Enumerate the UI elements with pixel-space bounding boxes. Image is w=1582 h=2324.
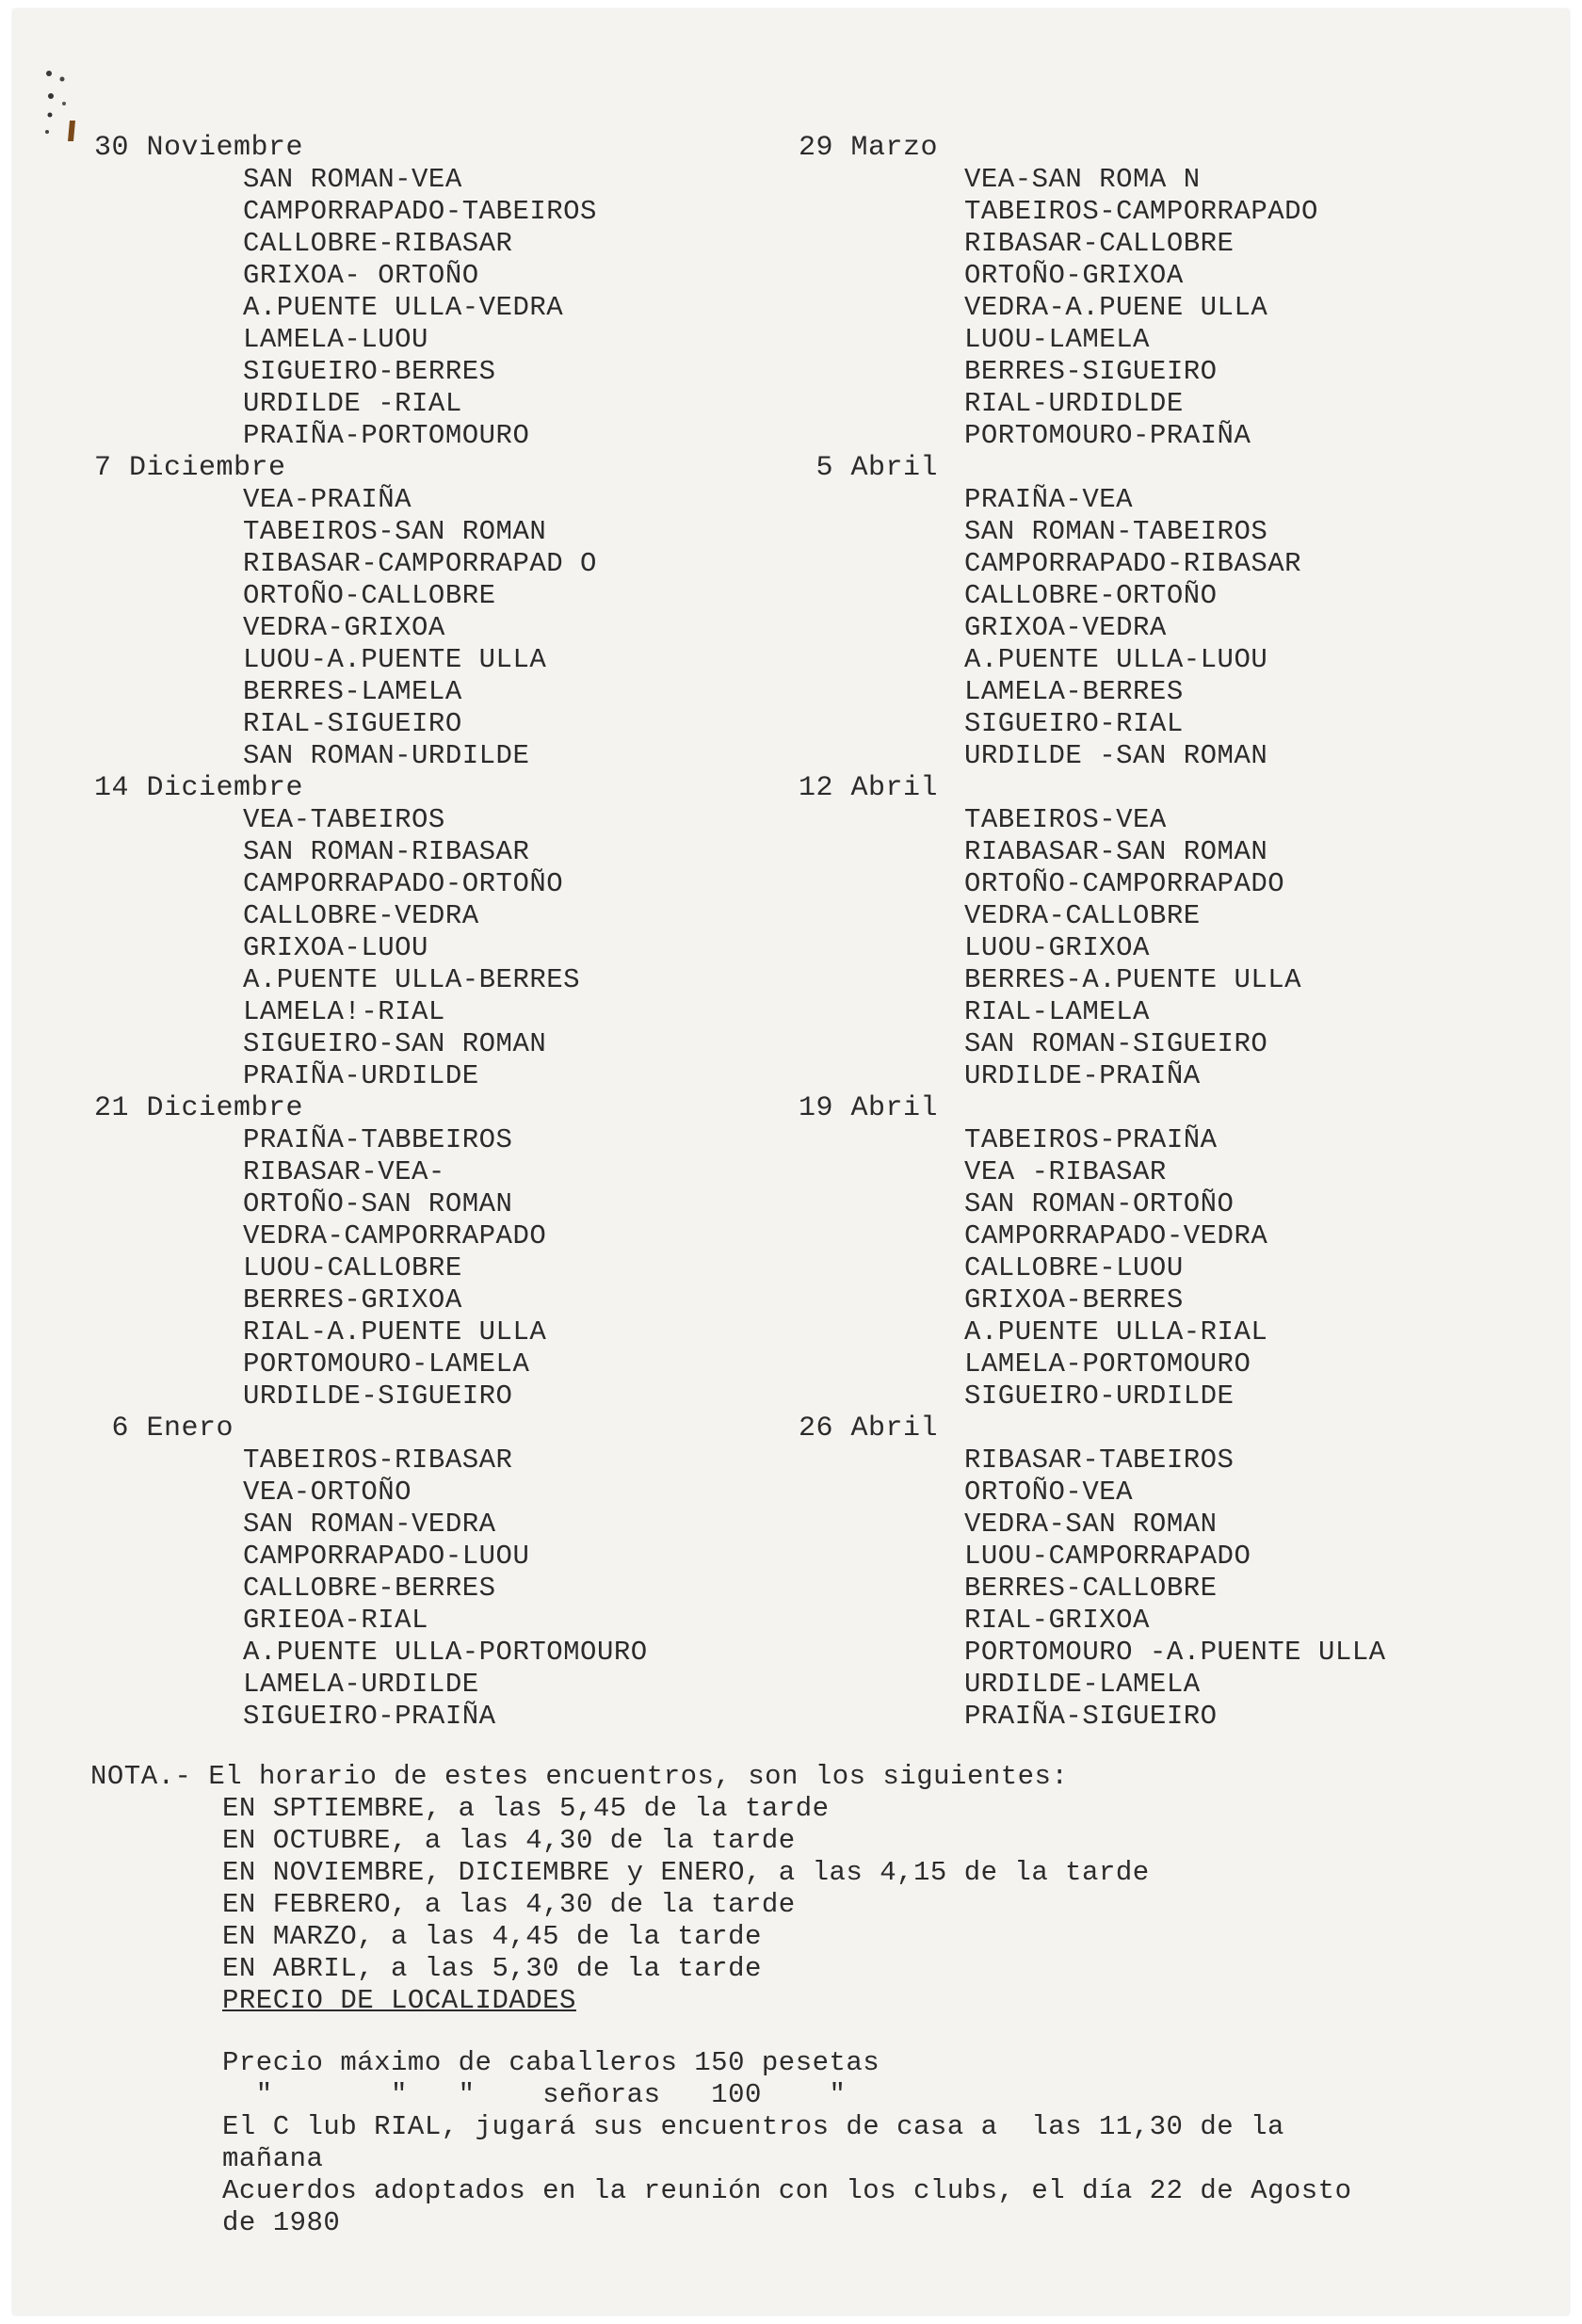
match-line: CAMPORRAPADO-ORTOÑO [243,868,564,899]
match-line: PORTOMOURO -A.PUENTE ULLA [964,1637,1386,1668]
match-line: ORTOÑO-GRIXOA [964,260,1184,291]
match-line: URDILDE-SIGUEIRO [243,1380,513,1412]
schedule-line: EN MARZO, a las 4,45 de la tarde [222,1921,762,1952]
match-line: PORTOMOURO-PRAIÑA [964,420,1251,451]
match-line: URDILDE-LAMELA [964,1669,1201,1700]
round-date: 5 Abril [799,452,939,484]
match-line: SAN ROMAN-VEA [243,164,462,195]
match-line: A.PUENTE ULLA-LUOU [964,644,1268,675]
match-line: RIABASAR-SAN ROMAN [964,836,1268,867]
match-line: TABEIROS-PRAIÑA [964,1124,1218,1155]
round-21-diciembre [94,1092,648,1412]
match-line: TABEIROS-CAMPORRAPADO [964,196,1318,227]
match-line: RIAL-LAMELA [964,996,1150,1027]
match-line: URDILDE-PRAIÑA [964,1060,1201,1091]
match-line: RIBASAR-VEA- [243,1156,445,1187]
round-19-abril [789,1092,1386,1412]
schedule-line: EN OCTUBRE, a las 4,30 de la tarde [222,1825,796,1856]
match-line: SAN ROMAN-ORTOÑO [964,1188,1235,1219]
match-line: LUOU-GRIXOA [964,932,1150,963]
match-line: TABEIROS-RIBASAR [243,1444,513,1476]
round-12-abril [789,772,1386,1092]
match-line: GRIEOA-RIAL [243,1605,428,1636]
match-line: LAMELA!-RIAL [243,996,445,1027]
match-line: ORTOÑO-VEA [964,1477,1134,1508]
round-date: 30 Noviembre [94,132,304,164]
right-schedule-column [789,132,1386,1733]
round-date: 14 Diciembre [94,772,304,804]
match-line: SAN ROMAN-TABEIROS [964,516,1268,547]
match-line: A.PUENTE ULLA-PORTOMOURO [243,1637,648,1668]
match-line: CAMPORRAPADO-VEDRA [964,1220,1268,1251]
match-line: PRAIÑA-PORTOMOURO [243,420,530,451]
acuerdos-note: Acuerdos adoptados en la reunión con los clubs, el día 22 de Agosto [222,2175,1352,2206]
match-line: LUOU-LAMELA [964,324,1150,355]
match-line: SIGUEIRO-SAN ROMAN [243,1028,547,1059]
schedule-line: EN FEBRERO, a las 4,30 de la tarde [222,1889,796,1920]
match-line: SIGUEIRO-BERRES [243,356,496,387]
match-line: VEDRA-GRIXOA [243,612,445,643]
nota-intro: NOTA.- El horario de estes encuentros, son los siguientes: [90,1761,1069,1792]
precio-heading-text: PRECIO DE LOCALIDADES [222,1985,576,2016]
match-line: CALLOBRE-RIBASAR [243,228,513,259]
schedule-line: EN NOVIEMBRE, DICIEMBRE y ENERO, a las 4,15 de la tarde [222,1857,1150,1888]
match-line: SIGUEIRO-URDILDE [964,1380,1235,1412]
round-26-abril [789,1412,1386,1733]
match-line: GRIXOA-VEDRA [964,612,1167,643]
match-line: GRIXOA-LUOU [243,932,428,963]
match-line: BERRES-SIGUEIRO [964,356,1218,387]
match-line: LUOU-CALLOBRE [243,1252,462,1283]
match-line: ORTOÑO-CALLOBRE [243,580,496,611]
match-line: PRAIÑA-TABBEIROS [243,1124,513,1155]
match-line: ORTOÑO-SAN ROMAN [243,1188,513,1219]
match-line: SAN ROMAN-SIGUEIRO [964,1028,1268,1059]
match-line: ORTOÑO-CAMPORRAPADO [964,868,1285,899]
match-line: RIAL-URDIDLDE [964,388,1184,419]
match-line: LAMELA-BERRES [964,676,1184,707]
match-line: RIAL-SIGUEIRO [243,708,462,739]
match-line: VEA-PRAIÑA [243,484,412,515]
left-schedule-column [94,132,648,1733]
match-line: LUOU-A.PUENTE ULLA [243,644,547,675]
match-line: CALLOBRE-VEDRA [243,900,479,931]
match-line: VEA-TABEIROS [243,804,445,835]
match-line: LAMELA-URDILDE [243,1669,479,1700]
match-line: A.PUENTE ULLA-VEDRA [243,292,564,323]
nota-section [90,1761,1522,2239]
match-line: CAMPORRAPADO-LUOU [243,1541,530,1572]
round-29-marzo [789,132,1386,452]
acuerdos-note-continued: de 1980 [222,2207,341,2238]
match-line: VEDRA-A.PUENE ULLA [964,292,1268,323]
round-6-enero [94,1412,648,1733]
match-line: SIGUEIRO-PRAIÑA [243,1701,496,1732]
round-14-diciembre [94,772,648,1092]
round-date: 21 Diciembre [94,1092,304,1124]
round-date: 7 Diciembre [94,452,286,484]
match-line: RIAL-GRIXOA [964,1605,1150,1636]
round-30-noviembre [94,132,648,452]
precio-caballeros: Precio máximo de caballeros 150 pesetas [222,2047,880,2078]
round-7-diciembre [94,452,648,772]
precio-heading [90,1985,1522,2017]
match-line: LUOU-CAMPORRAPADO [964,1541,1251,1572]
match-line: CAMPORRAPADO-RIBASAR [964,548,1302,579]
match-line: TABEIROS-SAN ROMAN [243,516,547,547]
match-line: CALLOBRE-LUOU [964,1252,1184,1283]
match-line: PRAIÑA-VEA [964,484,1134,515]
round-date: 6 Enero [94,1412,234,1444]
round-date: 26 Abril [799,1412,939,1444]
match-line: PRAIÑA-URDILDE [243,1060,479,1091]
round-5-abril [789,452,1386,772]
match-line: CALLOBRE-BERRES [243,1573,496,1604]
match-line: SAN ROMAN-VEDRA [243,1509,496,1540]
match-line: CALLOBRE-ORTOÑO [964,580,1218,611]
round-date: 12 Abril [799,772,939,804]
match-line: VEDRA-CALLOBRE [964,900,1201,931]
round-date: 19 Abril [799,1092,939,1124]
match-line: BERRES-LAMELA [243,676,462,707]
match-line: URDILDE -RIAL [243,388,462,419]
match-line: BERRES-GRIXOA [243,1284,462,1315]
match-line: URDILDE -SAN ROMAN [964,740,1268,771]
match-line: VEDRA-SAN ROMAN [964,1509,1218,1540]
match-line: RIAL-A.PUENTE ULLA [243,1316,547,1348]
match-line: PORTOMOURO-LAMELA [243,1348,530,1380]
match-line: VEA-SAN ROMA N [964,164,1201,195]
match-line: SIGUEIRO-RIAL [964,708,1184,739]
rial-note: El C lub RIAL, jugará sus encuentros de casa a las 11,30 de la [222,2111,1284,2142]
match-line: PRAIÑA-SIGUEIRO [964,1701,1218,1732]
match-line: SAN ROMAN-RIBASAR [243,836,530,867]
match-line: RIBASAR-CALLOBRE [964,228,1235,259]
schedule-line: EN ABRIL, a las 5,30 de la tarde [222,1953,762,1984]
match-line: VEA-ORTOÑO [243,1477,412,1508]
match-line: BERRES-A.PUENTE ULLA [964,964,1302,995]
match-line: A.PUENTE ULLA-RIAL [964,1316,1268,1348]
match-line: GRIXOA- ORTOÑO [243,260,479,291]
match-line: TABEIROS-VEA [964,804,1167,835]
match-line: VEA -RIBASAR [964,1156,1167,1187]
match-line: RIBASAR-TABEIROS [964,1444,1235,1476]
match-line: LAMELA-PORTOMOURO [964,1348,1251,1380]
match-line: BERRES-CALLOBRE [964,1573,1218,1604]
rial-note-continued: mañana [222,2143,324,2174]
match-line: RIBASAR-CAMPORRAPAD O [243,548,597,579]
match-line: SAN ROMAN-URDILDE [243,740,530,771]
match-line: GRIXOA-BERRES [964,1284,1184,1315]
schedule-line: EN SPTIEMBRE, a las 5,45 de la tarde [222,1793,830,1824]
match-line: VEDRA-CAMPORRAPADO [243,1220,547,1251]
round-date: 29 Marzo [799,132,939,164]
spacer [90,2017,1522,2047]
match-line: CAMPORRAPADO-TABEIROS [243,196,597,227]
match-line: A.PUENTE ULLA-BERRES [243,964,581,995]
match-line: LAMELA-LUOU [243,324,428,355]
precio-senoras: " " " señoras 100 " [222,2079,847,2110]
